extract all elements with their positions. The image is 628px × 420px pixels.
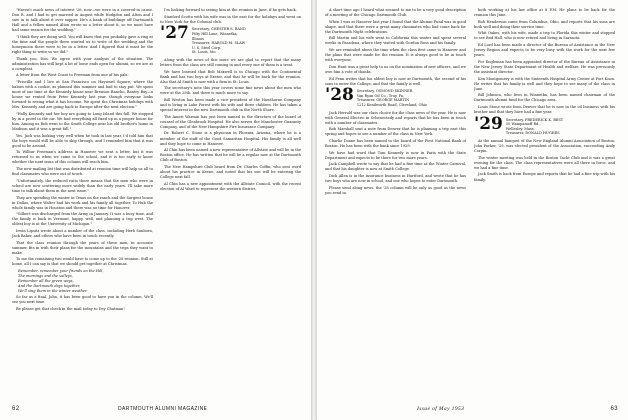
left-column-1: [12, 8, 153, 400]
verse-line: And the Dartmouth days together,: [18, 284, 81, 289]
paragraph: Stanford Scotto with his wife was in the east for the holidays and went on to New York for the Colonial club.: [160, 14, 301, 24]
right-page-footer: [317, 405, 628, 413]
paragraph: Al Chin has been named a new representative of Allstate and will be in the Boston office. He has written that he will be a regular now at the Dartmouth Club of Boston.: [160, 148, 301, 163]
paragraph: So far as a final, John, it has been good to have you in the column. We'll see you next time.: [12, 295, 153, 305]
paragraph: The New Hampshire Club heard from Dr. Charles Coffin, who sent word about his practice in Keene, and noted that his son will be entering the College next fall.: [160, 164, 301, 180]
paragraph: A letter from the West Coast to Freeman from one of his pals:: [16, 73, 129, 78]
paragraph: Ken Montgomery is with the Sixteenth Hospital Army Center at Fort Knox. He writes that his family is well and they hope to see many of the class in June.: [474, 76, 615, 91]
paragraph: For Engleman has been appointed director of the Bureau of Assistance in the New Jersey State Department of Health and welfare. He was previously the assistant director.: [474, 59, 615, 74]
verse-line: The mornings and the valleys,: [18, 274, 73, 279]
officer-line: Treasurer, GEORGE MARTIN: [356, 98, 410, 103]
paragraph: A short time ago I heard what seemed to me to be a very good description of a meeting of the Chicago Dartmouth Club.: [325, 8, 466, 18]
paragraph: Thank you, Don. We agree with your analysis of the situation. The administration has still kept a lot of loose ends open for alumni, so we are at a compleat.: [12, 56, 153, 71]
paragraph: both working at his law office at 8 P.M. He plans to be back for the reunion this June.: [474, 8, 615, 18]
verse-block: [12, 269, 153, 294]
officer-line: Treasurer, DONALD HUGHES: [505, 131, 560, 136]
paragraph: We are reminded about the time when the class first came to Hanover and the plans that were made for the reunion. It is always good to be in touch with everyone.: [325, 48, 466, 63]
paragraph: They are spending the winter in Texas on the ranch and the Sargent house in Dallas, where Walter had his work and his family all together. To Hub the whole family was in Houston and there was no time for Hanover.: [12, 195, 153, 210]
class-officers: [192, 26, 246, 55]
paragraph: Please send along news, the '28 column will be only as good as the news you send in.: [325, 185, 466, 195]
officer-line: Secretary, OSMOND SKINNER: [356, 89, 413, 94]
verse-line: Remember, remember your friends on the Hill,: [18, 269, 104, 274]
paragraph: "I think they are doing well. You will know that you probably gave a ring at the time and the people there wanted us to write of the wedding and the honeymoon there were to be in a letter. And I figured that it must be the right thing to write so we did.": [12, 34, 153, 54]
officer-line: 1212 Kenilworth Road, Cleveland, Ohio: [356, 103, 428, 107]
paragraph: To me the remaining two would have to come up to the '28 reunion. Still at home, all I can say is that we should get together at Christmas.: [12, 257, 153, 267]
right-column-2: [474, 8, 615, 400]
officer-line: Secretary, CHESTER S. RAND: [191, 27, 246, 32]
paragraph: Bill Martin and his wife went to California this winter and spent several weeks in Pasadena, where they visited with Gordon Ross and his family.: [325, 36, 466, 46]
class-year: '27: [160, 23, 189, 44]
left-page: [0, 0, 311, 420]
officer-line: Illinois: [191, 36, 204, 41]
paragraph: The secretary's note this year covers some fine news about the men who were at the 25th, and there is much more to say.: [160, 86, 301, 96]
paragraph: Louis Stone wrote from Denver that he is now in the oil business with his brother and that they have had a fine year.: [474, 104, 615, 114]
paragraph: Yes, Jack was looking very well when he took in last year, I'd told him that the boys would still be able to skip through, and I reminded him that it was good to be around.: [12, 133, 153, 148]
paragraph: Be please get that check in the mail today to Dey Chatman!: [16, 307, 125, 312]
paragraph: Along with the news of this issue we are glad to report that the many letters from the class are still coming in and every one of them is a treat.: [160, 57, 301, 67]
paragraph: That the class reunion through the years of these men, in accurate summer, fits in with their plans for the mountains and the trips they want to make.: [12, 240, 153, 255]
paragraph: Bob Henderson came from Columbus, Ohio, and reports that his sons are both well and doing their service time.: [474, 19, 615, 29]
verse-line: We'll sing them in the winter weather.: [18, 289, 88, 294]
right-page: [317, 0, 628, 420]
paragraph: At the annual banquet of the New England Alumni Association of Boston, John Parker, '29, was elected president of the Association, succeeding Andy Corpin.: [474, 139, 615, 154]
paragraph: Ed Lord has been made a director of the Bureau of Assistance in the New Jersey Region and expects to be very busy with the work for the next few years.: [474, 43, 615, 58]
paragraph: The winter meeting was held in the Boston Yacht Club and it was a great evening for the class. The class representatives were all there in force, and we had a fine time.: [474, 155, 615, 170]
paragraph: Jack Campbell wrote to say that he had a fine time at the Winter Carnival, and that his daughter is now at Smith College.: [325, 162, 466, 172]
officer-line: Van Ryan Oil Co., Troy, Pa.: [356, 93, 405, 98]
officer-line: 50 Wampamoff Rd.,: [505, 122, 541, 127]
paragraph: When I was at Hanover last year I found that the Alumni Fund was in good shape, and that there were a great many classmates who had come back for the Dartmouth Night celebrations.: [325, 19, 466, 34]
officer-line: Secretary, FREDERICK K. BEST: [505, 117, 564, 122]
officer-line: Wellesley, Mass.: [505, 126, 535, 131]
paragraph: The new mailing list that was distributed at reunion time will help us all to find classmates who were out of touch.: [12, 167, 153, 177]
issue-date: Issue of May 1953: [417, 406, 465, 412]
paragraph: Don Hunt was a great help to us on the nomination of new officers, and we owe him a vote of thanks.: [325, 64, 466, 74]
left-column-2: [160, 8, 301, 400]
class-header-1929: [474, 113, 615, 136]
class-header-1927: [160, 23, 301, 55]
left-page-footer: [0, 405, 311, 413]
class-officers: [357, 88, 427, 107]
verse-line: Remember all the green ways,: [18, 279, 74, 284]
class-year: '29: [474, 113, 503, 134]
paragraph: Bill Johnson, who lives in Winnetka, has been named chairman of the Dartmouth alumni fund for the Chicago area.: [474, 93, 615, 103]
magazine-name: DARTMOUTH ALUMNI MAGAZINE: [118, 406, 208, 412]
paragraph: I'm looking forward to seeing him at the reunion in June, if he gets back.: [164, 8, 297, 12]
officer-line: St. Louis, Mo.: [191, 50, 217, 55]
paragraph: "Haven't much news of interest '26, now—we were in a covered-in cause. Don R. and I had to get married in August while Hodgdon and Alton and I saw in to talk about it over supper. He's a bank of buildings off Dartmouth Hall and a fellow named Alton wrote us a letter about it, so we must have had some reason for the wedding.": [12, 8, 153, 33]
paragraph: Jack Herrold was our class choice for the class news of the year. He is now with General Electric in Schenectady and reports that he has been in touch with a number of classmates.: [325, 110, 466, 125]
paragraph: Whit Oakes, with his wife, made a trip to Florida this winter and stopped to see Bud Hall, who is now retired and living in Sarasota.: [474, 31, 615, 41]
paragraph: We have learned that Bob Maxwell is in Chicago with the Continental Bank and has two boys at Exeter, and that he will be back for the reunion. Also that Al Smith is now with a firm in St. Louis.: [160, 69, 301, 84]
officer-line: U. S. Steel Corp.: [191, 45, 222, 50]
paragraph: To Wilbur Freeman's address in Hanover we sent a letter, but it was returned to us when we came to the school, and it is too early to know whether the next issue of this column will reach him.: [12, 150, 153, 165]
paragraph: Bill Weston has been made a vice president of the Hawthorne Company and is living in Lake Forest with his wife and three children. He has taken a special interest in the new Dartmouth club in the North Shore.: [160, 98, 301, 113]
class-officers: [506, 117, 563, 136]
paragraph: Bob Marshall sent a note from Denver that he is planning a trip east this spring and hopes to see a number of the class in New York.: [325, 127, 466, 137]
paragraph: "Holly Kennedy and her boy are going to Long Island this fall. We stopped by in a prowl in the car. We had everything all fixed up in a proper house for him. Among us Rob went to the Smith College near his old brother's home in Madison and it was a great fall.": [12, 111, 153, 131]
paragraph: "Gilbert was discharged from the Army in January. It was a busy time, and the family is back in Vermont, happy, well, and planning a trip west. The oldest boy is at the University of Michigan.": [12, 212, 153, 227]
class-header-1928: [325, 85, 466, 107]
right-column-1: [325, 8, 466, 400]
paragraph: Irwin Lipsitz wrote about a number of the class, including Herb Sanborn, Jack Baker, and others who have been in touch recently.: [12, 229, 153, 239]
class-year: '28: [325, 85, 354, 106]
paragraph: We have had word that Tom Kennedy is now in Paris with the State Department and expects to be there for two more years.: [325, 150, 466, 160]
paragraph: Dr. Robert C. Stone is a physician in Phoenix, Arizona, where he is a member of the staff of the Good Samaritan Hospital. His family is all well and they hope to come to Hanover.: [160, 131, 301, 146]
officer-line: Fifty Hill Lane, Winnetka,: [191, 31, 238, 36]
page-number: 62: [12, 406, 20, 412]
paragraph: The Ameri Warmin has just been named to the directors of the board of counsel of the Glenbrook Hospital. He also serves the Manchester Guaranty Company, and of the New Hampshire Fire Insurance Company.: [160, 114, 301, 129]
officer-line: Treasurer, HAROLD M. SLAW: [191, 41, 246, 46]
paragraph: Charlie Doane has been named to the board of the First National Bank of Boston. He has been with the bank since 1929.: [325, 139, 466, 149]
paragraph: "Priscilla and I live at San Francisco on Hayward Square, where the babies with a cookie, as planned this summer and had to stay put. We spent most of our time at the Kennedy house near Brenson Rancho, Bantry Bay—a house we rented from Peter Kennedy last year, though everyone looks forward to seeing what it has become. We spent the Christmas holidays with Mrs. Kennedy and are going back to Europe after the next election.": [12, 79, 153, 110]
paragraph: Dick Allen is in the insurance business in Hartford, and wrote that he has two boys who are now in school, and one who hopes to enter Dartmouth.: [325, 174, 466, 184]
paragraph: Jack Smith is back from Europe and reports that he had a fine trip with his family.: [474, 172, 615, 182]
paragraph: Al Chin has a new appointment with the Allstate Council, with the recent election of Al Ward to represent the western district.: [160, 181, 301, 191]
page-number: 63: [610, 406, 618, 412]
paragraph: Ed Fenn writes that his oldest boy is now at Dartmouth, the second of his sons to enter the College, and that the family is well.: [325, 76, 466, 86]
paragraph: "Unfortunately, the reduced ratio there means that the men who were in school are now scattering more widely than the early years. I'll take more time to talk about them in the next issue.": [12, 178, 153, 193]
